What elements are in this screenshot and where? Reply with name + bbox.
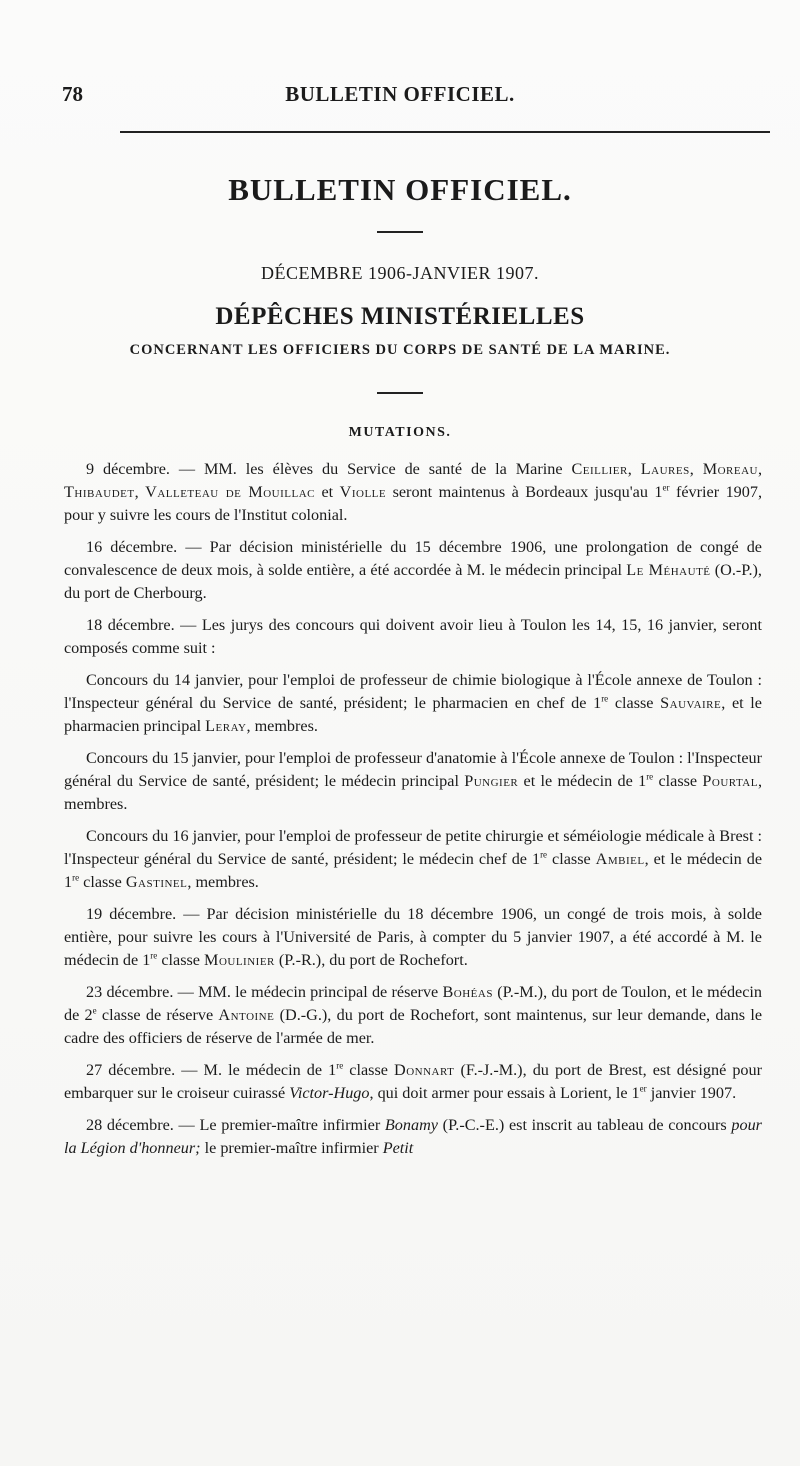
subtitle-divider	[377, 392, 423, 394]
header-rule	[120, 131, 770, 133]
text-run: (O.-P.), du port de Cherbourg.	[64, 561, 762, 602]
paragraph-19-decembre	[64, 903, 762, 972]
paragraph-9-decembre	[64, 458, 762, 527]
person-name: Antoine	[218, 1006, 275, 1024]
text-run: (P.-R.), du port de Rochefort.	[274, 951, 468, 969]
person-name: Sauvaire	[660, 694, 722, 712]
running-head: BULLETIN OFFICIEL.	[285, 82, 515, 106]
paragraph-23-decembre	[64, 981, 762, 1050]
text-run: , membres.	[64, 772, 762, 813]
text-run: 28 décembre. — Le premier-maître infirmier	[86, 1116, 385, 1134]
text-run: classe	[547, 850, 596, 868]
text-run: le premier-maître infirmier	[200, 1139, 383, 1157]
text-run: , membres.	[246, 717, 318, 735]
person-name: Pungier	[464, 772, 519, 790]
section-subtitle: CONCERNANT LES OFFICIERS DU CORPS DE SANTÉ DE LA MARINE.	[129, 342, 671, 358]
text-run: ,	[134, 483, 146, 501]
person-name: Gastinel	[125, 873, 188, 891]
title-divider	[377, 231, 423, 233]
paragraph-18-decembre	[64, 614, 762, 660]
text-run: , membres.	[187, 873, 259, 891]
person-name: Ceillier	[571, 460, 628, 478]
person-name: Bonamy	[384, 1116, 438, 1134]
paragraph-concours-16	[64, 825, 762, 894]
mutations-heading: MUTATIONS.	[348, 425, 452, 440]
text-run: classe de réserve	[96, 1006, 219, 1024]
document-title: BULLETIN OFFICIEL.	[228, 172, 572, 207]
paragraph-concours-15	[64, 747, 762, 816]
text-run: , et le médecin de 1	[64, 850, 763, 891]
superscript: re	[601, 693, 609, 704]
text-run: 27 décembre. — M. le médecin de 1	[86, 1061, 337, 1079]
superscript: re	[72, 872, 80, 883]
person-name: Donnart	[394, 1061, 455, 1079]
text-run: février 1907, pour y suivre les cours de l'Institut colonial.	[64, 483, 762, 524]
superscript: er	[639, 1083, 647, 1094]
person-name: Ambiel	[595, 850, 645, 868]
superscript: e	[92, 1005, 97, 1016]
paragraph-concours-14	[64, 669, 762, 738]
person-name: Moulinier	[204, 951, 275, 969]
text-run: seront maintenus à Bordeaux jusqu'au 1	[386, 483, 663, 501]
person-name: Violle	[339, 483, 387, 501]
section-title: DÉPÊCHES MINISTÉRIELLES	[215, 303, 585, 330]
date-range: DÉCEMBRE 1906-JANVIER 1907.	[261, 263, 539, 283]
text-run: ,	[689, 460, 703, 478]
text-run: 18 décembre. — Les jurys des concours qui doivent avoir lieu à Toulon les 14, 15, 16 janvier, seront composés comme suit :	[64, 616, 762, 657]
text-run: (D.-G.), du port de Rochefort, sont maintenus, sur leur demande, dans le cadre des officiers de réserve de l'armée de mer.	[64, 1006, 762, 1047]
text-run: ,	[757, 460, 763, 478]
superscript: re	[336, 1060, 344, 1071]
person-name: Le Méhauté	[626, 561, 711, 579]
superscript: er	[662, 482, 670, 493]
text-run: , qui doit armer pour essais à Lorient, le 1	[369, 1084, 640, 1102]
person-name: Thibaudet	[64, 483, 135, 501]
paragraph-27-decembre	[64, 1059, 762, 1105]
person-name: Valleteau de Mouillac	[145, 483, 316, 501]
superscript: re	[150, 950, 158, 961]
italic-phrase: pour la Légion d'honneur;	[64, 1116, 762, 1157]
text-run: , et le pharmacien principal	[64, 694, 762, 735]
text-run: classe	[653, 772, 703, 790]
page-header	[62, 82, 738, 112]
person-name: Leray	[205, 717, 247, 735]
text-run: Concours du 16 janvier, pour l'emploi de professeur de petite chirurgie et séméiologie médicale à Brest : l'Inspecteur général du Service de santé, président; le médecin chef de 1	[64, 827, 762, 868]
text-run: et	[315, 483, 340, 501]
text-run: (F.-J.-M.), du port de Brest, est désigné pour embarquer sur le croiseur cuirassé	[64, 1061, 763, 1102]
text-run: classe	[608, 694, 661, 712]
text-run: 9 décembre. — MM. les élèves du Service de santé de la Marine	[86, 460, 572, 478]
ship-name: Victor-Hugo	[289, 1084, 370, 1102]
paragraph-28-decembre	[64, 1114, 762, 1160]
page-number: 78	[62, 82, 83, 106]
person-name: Moreau	[702, 460, 758, 478]
text-run: Concours du 15 janvier, pour l'emploi de professeur d'anatomie à l'École annexe de Toulon : l'Inspecteur général du Service de santé, président; le médecin principal	[64, 749, 762, 790]
text-run: 23 décembre. — MM. le médecin principal de réserve	[86, 983, 443, 1001]
text-run: Concours du 14 janvier, pour l'emploi de professeur de chimie biologique à l'École annexe de Toulon : l'Inspecteur général du Service de santé, président; le pharmacien en chef de 1	[64, 671, 762, 712]
person-name: Laures	[640, 460, 690, 478]
text-run: (P.-M.), du port de Toulon, et le médecin de 2	[64, 983, 762, 1024]
person-name: Pourtal	[702, 772, 758, 790]
person-name: Petit	[382, 1139, 414, 1157]
text-run: classe	[79, 873, 126, 891]
text-run: 19 décembre. — Par décision ministérielle du 18 décembre 1906, un congé de trois mois, à solde entière, pour suivre les cours à l'Université de Paris, à compter du 5 janvier 1907, a été accordé à M. le médecin de 1	[64, 905, 762, 969]
superscript: re	[540, 849, 548, 860]
text-run: (P.-C.-E.) est inscrit au tableau de concours	[437, 1116, 732, 1134]
text-run: classe	[343, 1061, 395, 1079]
text-run: janvier 1907.	[646, 1084, 737, 1102]
text-run: classe	[157, 951, 205, 969]
paragraph-16-decembre	[64, 536, 762, 605]
person-name: Bohéas	[442, 983, 493, 1001]
text-run: ,	[627, 460, 641, 478]
document-body	[64, 458, 762, 1169]
superscript: re	[646, 771, 654, 782]
text-run: 16 décembre. — Par décision ministérielle du 15 décembre 1906, une prolongation de congé de convalescence de deux mois, à solde entière, a été accordée à M. le médecin principal	[64, 538, 762, 579]
text-run: et le médecin de 1	[518, 772, 647, 790]
